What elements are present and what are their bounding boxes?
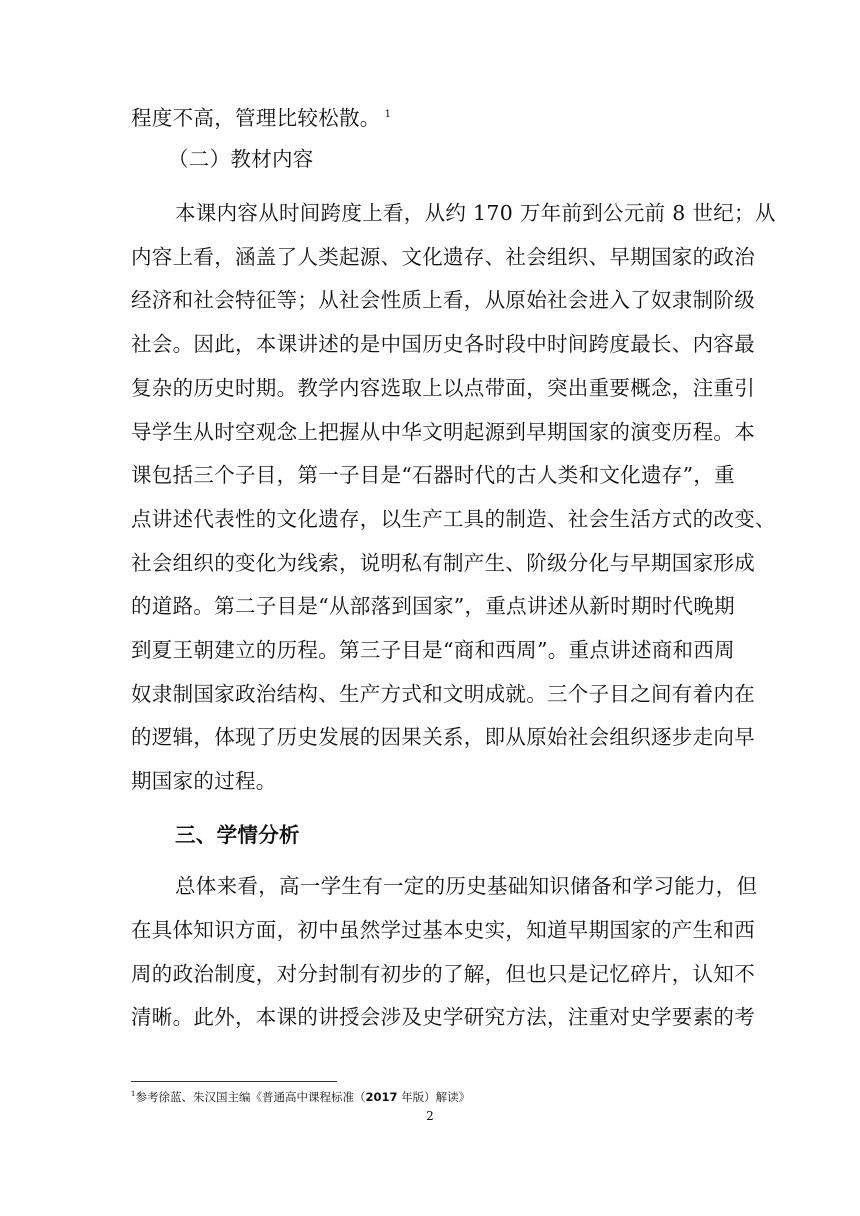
paragraph-line: 周的政治制度，对分封制有初步的了解，但也只是记忆碎片，认知不 [131,962,755,986]
body-text: 程度不高，管理比较松散。 [131,105,381,130]
footnote-reference[interactable]: 1 [384,109,392,120]
paragraph-line: 清晰。此外，本课的讲授会涉及史学研究方法，注重对史学要素的考 [131,1005,755,1029]
paragraph-line: 的道路。第二子目是“从部落到国家”，重点讲述从新时期时代晚期 [131,594,735,618]
paragraph-line: 经济和社会特征等；从社会性质上看，从原始社会进入了奴隶制阶级 [131,288,755,312]
paragraph-line: 在具体知识方面，初中虽然学过基本史实，知道早期国家的产生和西 [131,918,755,942]
paragraph-line: 课包括三个子目，第一子目是“石器时代的古人类和文化遗存”，重 [131,463,735,487]
paragraph-line: 点讲述代表性的文化遗存，以生产工具的制造、社会生活方式的改变、 [131,507,776,531]
paragraph-line: 导学生从时空观念上把握从中华文明起源到早期国家的演变历程。本 [131,420,755,444]
paragraph-line: 内容上看，涵盖了人类起源、文化遗存、社会组织、早期国家的政治 [131,245,755,269]
paragraph-line: 复杂的历史时期。教学内容选取上以点带面，突出重要概念，注重引 [131,376,755,400]
footnote-year: 2017 [365,1089,398,1104]
footnote-separator [131,1081,337,1082]
page-number: 2 [426,1109,434,1123]
paragraph-line: 总体来看，高一学生有一定的历史基础知识储备和学习能力，但 [175,874,758,898]
paragraph-line: 到夏王朝建立的历程。第三子目是“商和西周”。重点讲述商和西周 [131,638,735,662]
footnote-text-end: 年版）解读》 [397,1089,471,1104]
paragraph-line: 的逻辑，体现了历史发展的因果关系，即从原始社会组织逐步走向早 [131,725,755,749]
paragraph-line: 社会。因此，本课讲述的是中国历史各时段中时间跨度最长、内容最 [131,332,755,356]
section-heading-textbook-content: （二）教材内容 [168,147,314,171]
paragraph-line: 期国家的过程。 [131,769,277,793]
footnote-marker: 1 [131,1090,136,1098]
paragraph-line: 本课内容从时间跨度上看，从约 170 万年前到公元前 8 世纪；从 [175,201,776,225]
footnote [131,1086,470,1105]
paragraph-line: 奴隶制国家政治结构、生产方式和文明成就。三个子目之间有着内在 [131,682,755,706]
body-line [131,100,731,133]
footnote-text: 参考徐蓝、朱汉国主编《普通高中课程标准（ [135,1089,366,1104]
section-heading-student-analysis: 三、学情分析 [175,823,300,847]
paragraph-line: 社会组织的变化为线索，说明私有制产生、阶级分化与早期国家形成 [131,551,755,575]
